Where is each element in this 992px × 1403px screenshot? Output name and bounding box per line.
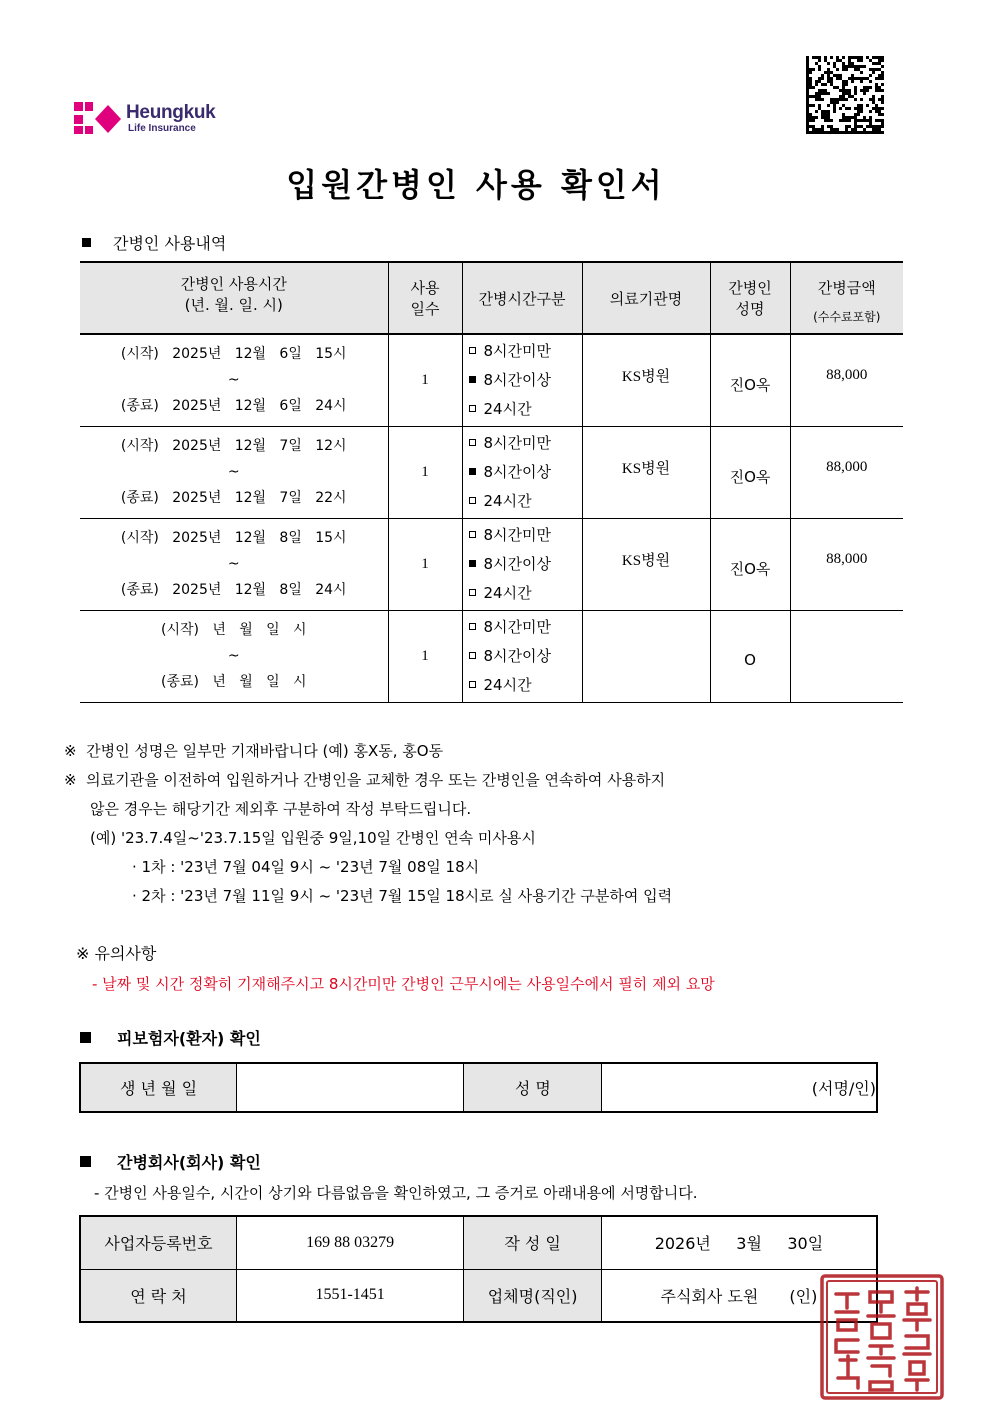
time-option[interactable] [469,613,582,642]
signature-field[interactable] [602,1063,877,1112]
period-tilde: ~ [227,648,240,664]
header-caregiver-line1: 간병인 [728,279,772,297]
header-period-line2: (년. 월. 일. 시) [184,296,283,314]
insured-section-heading [80,1026,261,1049]
time-option-label: 24시간 [483,583,532,602]
note-line: 않은 경우는 해당기간 제외후 구분하여 작성 부탁드립니다. [90,800,472,818]
header-type: 간병시간구분 [462,262,582,334]
time-option-label: 8시간미만 [483,341,552,360]
time-option[interactable] [469,550,582,579]
usage-header-row [80,262,903,334]
time-option[interactable] [469,458,582,487]
usage-period-cell [80,426,388,518]
usage-period-cell [80,518,388,610]
usage-type-cell [462,610,582,702]
signature-note: (서명/인) [811,1079,876,1098]
logo-diamond-icon [74,102,122,134]
note-example-line: (예) '23.7.4일~'23.7.15일 입원중 9일,10일 간병인 연속 미사용시 [90,829,536,847]
header-days [388,262,462,334]
insured-table [79,1062,878,1113]
period-start: (시작) 년 월 일 시 [161,622,307,638]
usage-days-cell: 1 [388,610,462,702]
square-bullet-icon [80,1156,91,1167]
date-label: 작 성 일 [464,1216,602,1269]
header-period [80,262,388,334]
usage-amount-cell: 88,000 [790,334,903,426]
time-option-label: 8시간미만 [483,525,552,544]
header-days-line2: 일수 [410,300,440,318]
time-option[interactable] [469,395,582,424]
usage-type-cell [462,334,582,426]
usage-table [80,261,903,703]
usage-row [80,518,903,610]
usage-hospital-cell: KS병원 [582,334,710,426]
time-option-label: 24시간 [483,399,532,418]
time-option[interactable] [469,366,582,395]
time-option[interactable] [469,671,582,700]
time-option-label: 8시간이상 [483,554,552,573]
unchecked-box-icon [469,347,476,354]
company-name-text: 주식회사 도원 [660,1286,759,1306]
usage-caregiver-cell: 진O옥 [710,518,790,610]
notes-block [64,737,672,911]
insured-section-title: 피보험자(환자) 확인 [117,1029,261,1048]
unchecked-box-icon [469,623,476,630]
usage-amount-cell: 88,000 [790,518,903,610]
date-value [601,1216,877,1269]
unchecked-box-icon [469,439,476,446]
period-start: (시작) 2025년 12월 6일 15시 [120,346,347,363]
unchecked-box-icon [469,497,476,504]
company-confirm-note: - 간병인 사용일수, 시간이 상기와 다름없음을 확인하였고, 그 증거로 아래내용에 서명합니다. [94,1184,698,1202]
usage-type-cell [462,518,582,610]
note-line: ※ 간병인 성명은 일부만 기재바랍니다 (예) 홍X동, 홍O동 [64,742,444,760]
usage-hospital-cell [582,610,710,702]
contact-value: 1551-1451 [236,1269,463,1322]
usage-hospital-cell: KS병원 [582,518,710,610]
time-option-label: 8시간이상 [483,462,552,481]
company-section-heading [80,1150,261,1173]
usage-row [80,610,903,702]
period-tilde: ~ [227,372,240,389]
unchecked-box-icon [469,405,476,412]
period-start: (시작) 2025년 12월 8일 15시 [120,530,347,546]
checked-box-icon [469,560,476,567]
logo-subtitle: Life Insurance [128,123,196,134]
usage-days-cell: 1 [388,334,462,426]
reg-number-value: 169 88 03279 [236,1216,463,1269]
header-hospital: 의료기관명 [582,262,710,334]
usage-section-title: 간병인 사용내역 [113,234,227,253]
company-section-title: 간병회사(회사) 확인 [117,1153,261,1172]
header-caregiver [710,262,790,334]
header-period-line1: 간병인 사용시간 [180,275,287,293]
usage-type-cell [462,426,582,518]
usage-section-heading [82,231,226,254]
usage-amount-cell [790,610,903,702]
header-caregiver-line2: 성명 [735,300,765,318]
checked-box-icon [469,376,476,383]
usage-caregiver-cell: O [710,610,790,702]
square-bullet-icon [82,238,91,247]
company-logo [74,100,254,140]
header-amount [790,262,903,334]
note-example-line: · 2차 : '23년 7월 11일 9시 ~ '23년 7월 15일 18시로 실 사용기간 구분하여 입력 [132,887,673,905]
company-seal-stamp [818,1272,946,1402]
usage-caregiver-cell: 진O옥 [710,334,790,426]
time-option[interactable] [469,487,582,516]
note-example-line: · 1차 : '23년 7월 04일 9시 ~ '23년 7월 08일 18시 [132,858,480,876]
time-option-label: 8시간이상 [483,646,552,665]
usage-period-cell [80,334,388,426]
period-tilde: ~ [227,556,240,572]
birth-field[interactable] [237,1063,464,1112]
caution-heading: ※ 유의사항 [76,944,157,963]
logo-name: Heungkuk [126,102,216,123]
seal-mark-text: (인) [789,1286,818,1306]
document-title: 입원간병인 사용 확인서 [286,166,666,204]
unchecked-box-icon [469,652,476,659]
birth-label: 생 년 월 일 [80,1063,237,1112]
qr-code-icon [806,56,884,134]
period-end: (종료) 년 월 일 시 [161,674,307,690]
company-name-label: 업체명(직인) [464,1269,602,1322]
period-tilde: ~ [227,464,240,480]
period-end: (종료) 2025년 12월 8일 24시 [120,582,347,598]
time-option[interactable] [469,579,582,608]
contact-label: 연 락 처 [80,1269,236,1322]
time-option[interactable] [469,642,582,671]
header-amount-note: (수수료포함) [813,310,881,324]
usage-caregiver-cell: 진O옥 [710,426,790,518]
header-amount-label: 간병금액 [817,279,876,297]
unchecked-box-icon [469,681,476,688]
time-option[interactable] [469,521,582,550]
time-option-label: 24시간 [483,491,532,510]
time-option-label: 24시간 [483,675,532,694]
usage-row [80,334,903,426]
usage-period-cell [80,610,388,702]
unchecked-box-icon [469,531,476,538]
period-end: (종료) 2025년 12월 6일 24시 [120,398,347,415]
usage-amount-cell: 88,000 [790,426,903,518]
company-table [79,1215,878,1323]
date-value-text: 2026년 3월 30일 [654,1234,824,1254]
usage-hospital-cell: KS병원 [582,426,710,518]
usage-row [80,426,903,518]
square-bullet-icon [80,1032,91,1043]
time-option-label: 8시간이상 [483,370,552,389]
name-label: 성 명 [464,1063,602,1112]
time-option[interactable] [469,429,582,458]
time-option-label: 8시간미만 [483,433,552,452]
note-line: ※ 의료기관을 이전하여 입원하거나 간병인을 교체한 경우 또는 간병인을 연속하여 사용하지 [64,771,666,789]
unchecked-box-icon [469,589,476,596]
usage-days-cell: 1 [388,518,462,610]
header-days-line1: 사용 [410,279,440,297]
time-option-label: 8시간미만 [483,617,552,636]
checked-box-icon [469,468,476,475]
usage-days-cell: 1 [388,426,462,518]
caution-text: - 날짜 및 시간 정확히 기재해주시고 8시간미만 간병인 근무시에는 사용일수에서 필히 제외 요망 [92,975,715,993]
period-end: (종료) 2025년 12월 7일 22시 [120,490,347,506]
time-option[interactable] [469,337,582,366]
period-start: (시작) 2025년 12월 7일 12시 [120,438,347,454]
reg-number-label: 사업자등록번호 [80,1216,236,1269]
